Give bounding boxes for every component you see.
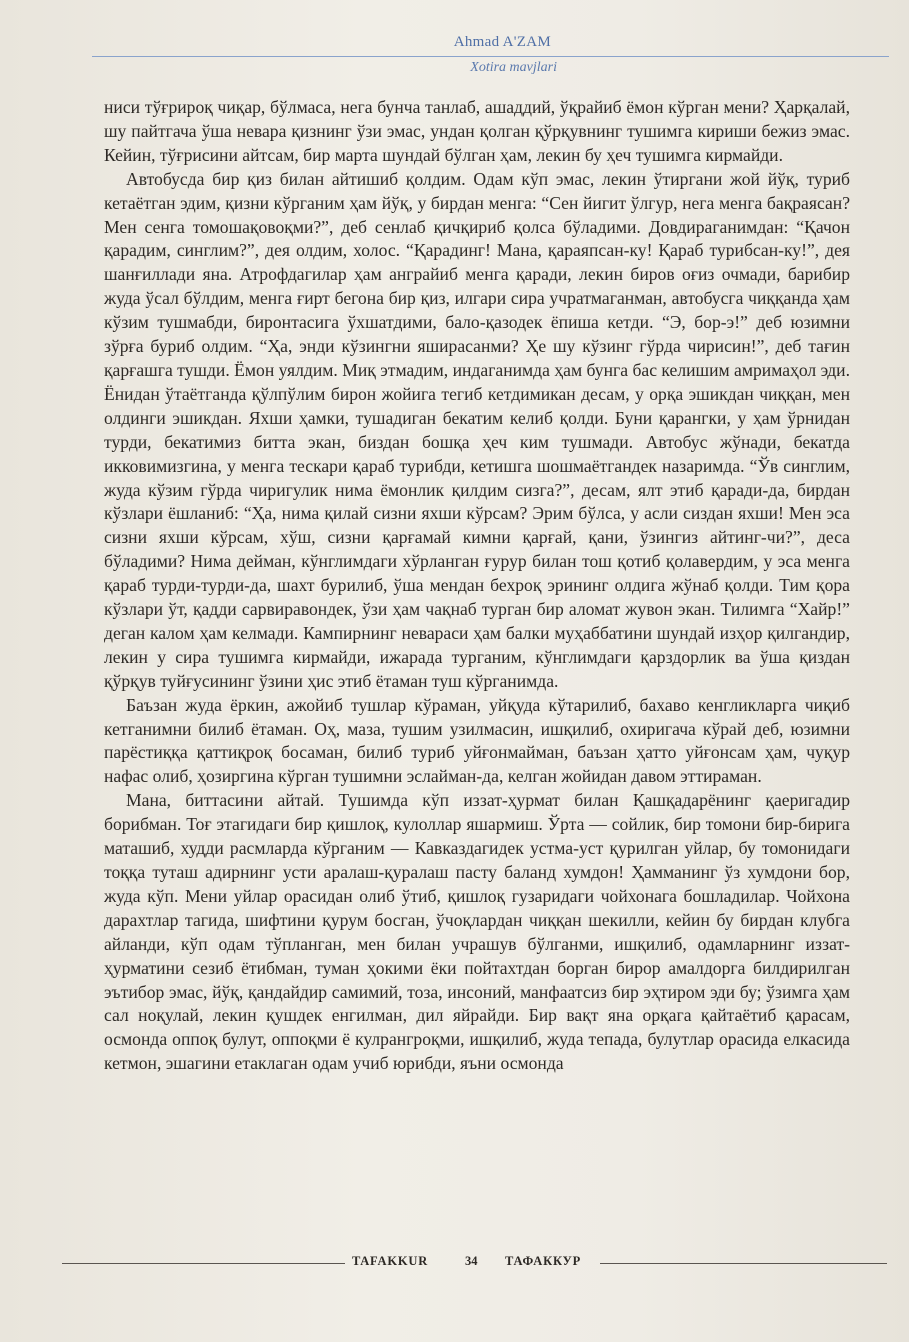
running-footer [0, 1254, 909, 1278]
footer-rule-left [62, 1263, 345, 1264]
footer-rule-right [600, 1263, 887, 1264]
paragraph: Баъзан жуда ёркин, ажойиб тушлар кўраман, уйқуда кўтарилиб, бахаво кенгликларга чиқиб кетганимни билиб ётаман. Оҳ, маза, тушим узилмасин, ишқилиб, охиригача кўрай деб, юзимни парёстиққа қаттиқроқ босаман, билиб туриб уйғонмайман, баъзан ҳатто уйғонсам ҳам, чуқур нафас олиб, ҳозиргина кўрган тушимни эслайман-да, келган жойидан давом эттираман. [104, 694, 850, 787]
running-header [0, 34, 909, 84]
page-number: 34 [465, 1254, 478, 1268]
paragraph: Автобусда бир қиз билан айтишиб қолдим. Одам кўп эмас, лекин ўтиргани жой йўқ, туриб кетаётган эдим, қизни кўрганим ҳам йўқ, у бирдан менга: “Сен йигит ўлгур, нега менга бақраясан? Мен сенга томошақовоқми?”, деб сенлаб қичқириб қолса бўладими. Довдираганимдан: “Қачон қарадим, синглим?”, дея олдим, холос. “Қарадинг! Мана, қараяпсан-ку! Қараб турибсан-ку!”, дея шанғиллади яна. Атрофдагилар ҳам анграйиб менга қаради, лекин биров оғиз очмади, барибир жуда ўсал бўлдим, менга ғирт бегона бир қиз, илгари сира учратмаганман, автобусга чиққанда ҳам кўзим тушмабди, биронтасига ўхшатдими, бало-қазодек ёпиша кетди. “Э, бор-э!” деб юзимни зўрға буриб олдим. “Ҳа, энди кўзингни яширасанми? Ҳе шу кўзинг гўрда чирисин!”, деб тағин қарғашга тушди. Ёмон уялдим. Миқ этмадим, индаганимда ҳам бунга бас келишим амримаҳол эди. Ёнидан ўтаётганда қўлпўлим бирон жойига тегиб кетдимикан десам, у орқа эшикдан чиққан, мен олдинги эшикдан. Яхши ҳамки, тушадиган бекатим келиб қолди. Буни қарангки, у ҳам ўрнидан турди, бекатимиз битта экан, биздан бошқа ҳеч ким тушмади. Автобус жўнади, бекатда икковимизгина, у менга тескари қараб турибди, кетишга шошмаётгандек назаримда. “Ўв синглим, жуда кўзим гўрда чиригулик нима ёмонлик қилдим сизга?”, десам, ялт этиб қаради-да, бирдан кўзлари ёшланиб: “Ҳа, нима қилай сизни яхши кўрсам? Эрим бўлса, у асли сиздан яхши! Мен эса сизни яхши кўрсам, хўш, сизни қарғамай кимни қарғай, қани, ўзингиз айтинг-чи?”, деса бўладими? Нима дейман, кўнглимдаги хўрланган ғурур билан тош қотиб қолавердим, у эса менга қараб турди-турди-да, шахт бурилиб, ўша мендан бехроқ эрининг олдига жўнаб қолди. Тим қора кўзлари ўт, қадди сарвиравондек, ўзи ҳам чақнаб турган бир аломат жувон экан. Тилимга “Хайр!” деган калом ҳам келмади. Кампирнинг невараси ҳам балки муҳаббатини шундай изҳор қилгандир, лекин у сира тушимга кирмайди, ижарада турганим, кўнглимдаги қарздорлик ва ўша қиздан қўрқув туйғусининг ўзини ҳис этиб ётаман туш кўрганимда. [104, 168, 850, 691]
body-text [104, 96, 850, 1076]
header-author: Ahmad A'ZAM [453, 34, 551, 50]
paragraph: ниси тўғрироқ чиқар, бўлмаса, нега бунча танлаб, ашаддий, ўқрайиб ёмон кўрган мени? Ҳарқалай, шу пайтгача ўша невара қизнинг ўзи эмас, ундан қолган қўрқувнинг тушимга кириши бежиз эмас. Кейин, тўғрисини айтсам, бир марта шундай бўлган ҳам, лекин бу ҳеч тушимга кирмайди. [104, 97, 850, 165]
header-rule [92, 56, 889, 57]
footer-journal-cyrillic: ТАФАККУР [505, 1254, 582, 1268]
paragraph: Мана, биттасини айтай. Тушимда кўп иззат-ҳурмат билан Қашқадарёнинг қаеригадир борибман. Тоғ этагидаги бир қишлоқ, кулоллар яшармиш. Ўрта — сойлик, бир томони бир-бирига маташиб, худди расмларда кўрганим — Кавказдагидек устма-уст қурилган уйлар, бу томонидаги тоққа туташ адирнинг усти аралаш-қуралаш пасту баланд хумдон! Ҳамманинг ўз хумдони бор, жуда кўп. Мени уйлар орасидан олиб ўтиб, қишлоқ гузаридаги чойхонага бошладилар. Чойхона дарахтлар тагида, шифтини қурум босган, ўчоқлардан чиққан шекилли, кейин бу бирдан клубга айланди, кўп одам тўпланган, мен билан учрашув бўлганми, ишқилиб, одамларнинг иззат-ҳурматини сезиб ётибман, туман ҳокими ёки пойтахтдан борган бирор амалдорга билдирилган эътибор эмас, йўқ, қандайдир самимий, тоза, инсоний, манфаатсиз бир эҳтиром эди бу; ўзимга ҳам сал ноқулай, лекин қушдек енгилман, дил яйрайди. Бир вақт яна орқага қайтаётиб қарасам, осмонда оппоқ булут, оппоқми ё кулрангроқми, ишқилиб, жуда тепада, булутлар орасида елкасида кетмон, эшагини етаклаган одам учиб юрибди, яъни осмонда [104, 790, 850, 1074]
header-title: Xotira mavjlari [470, 60, 557, 75]
footer-journal-latin: TAFAKKUR [352, 1254, 429, 1268]
